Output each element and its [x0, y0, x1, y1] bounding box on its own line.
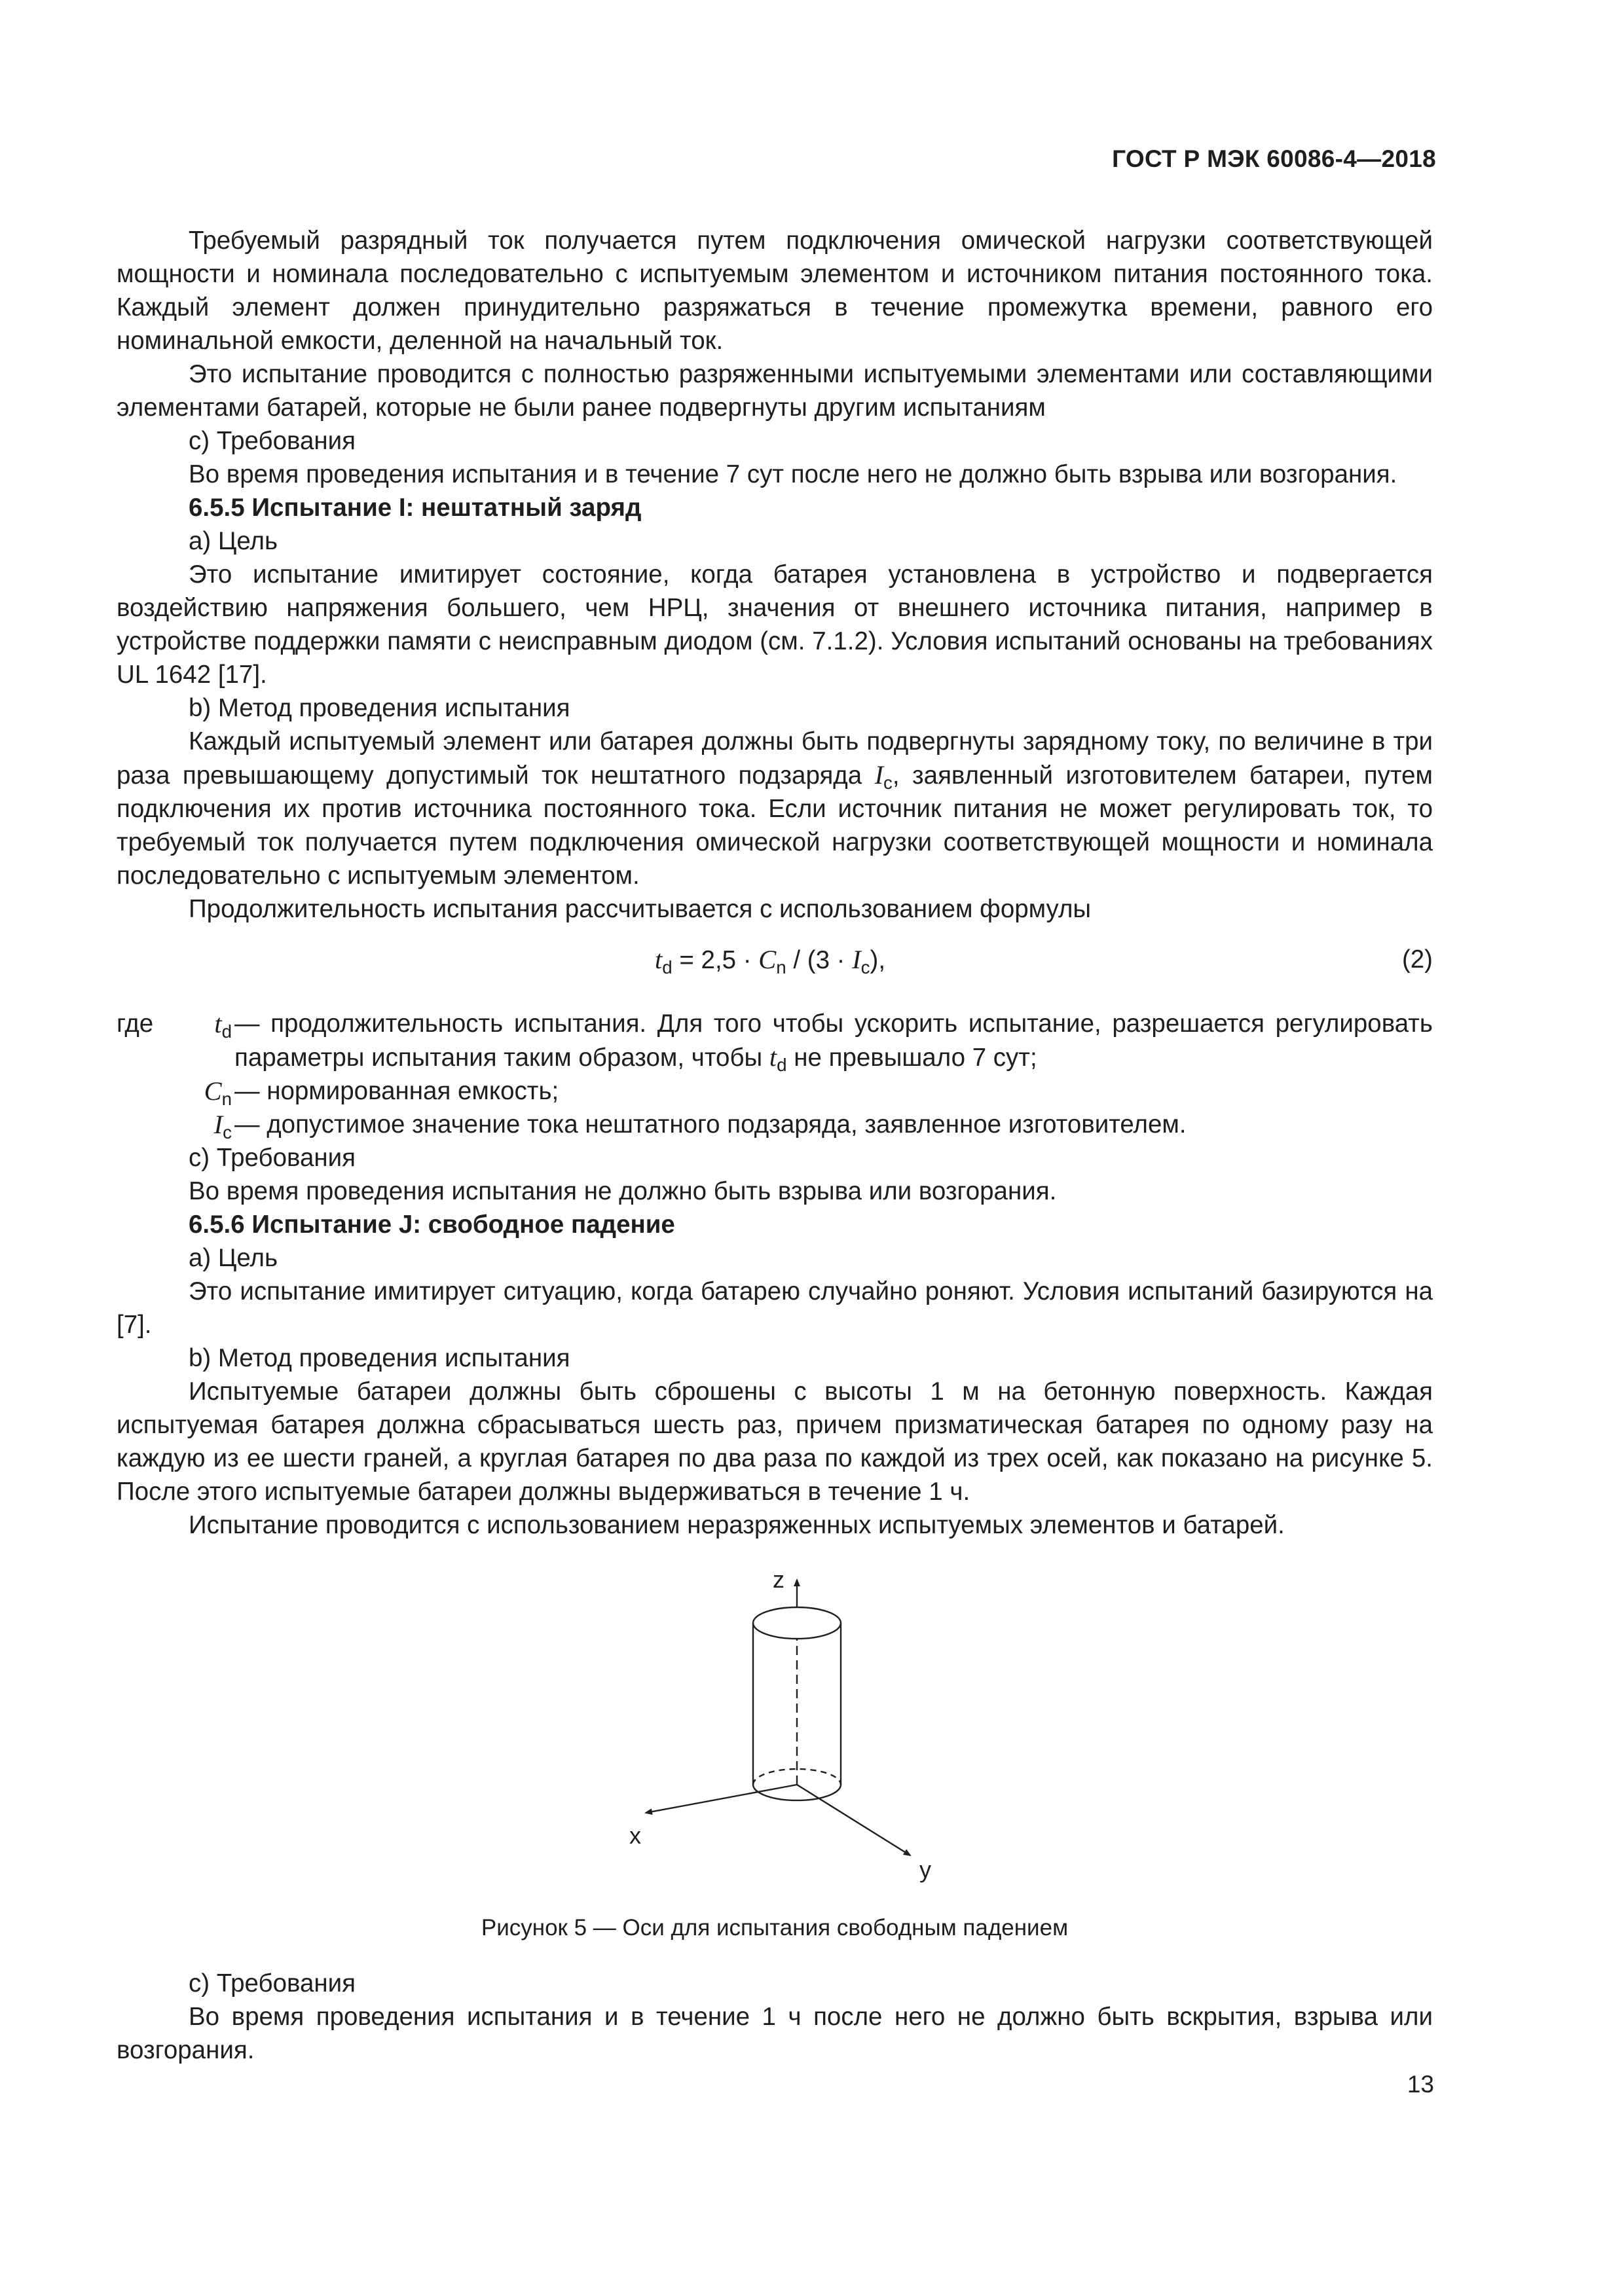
- text-run: , заявленный изготовителем батареи, путем подключения их против источника постоянного тока. Если источник питания не может регулировать ток, то требуемый ток получается путем подключения омической нагрузки соответствующей мощности и номинала последовательно с испытуемым элементом.: [117, 761, 1433, 890]
- definition-text: — допустимое значение тока нештатного подзаряда, заявленное изготовителем.: [234, 1110, 1187, 1139]
- symbol-subscript: c: [860, 957, 870, 977]
- symbol-definitions: [117, 1007, 1433, 1141]
- section-heading-6-5-6: 6.5.6 Испытание J: свободное падение: [189, 1211, 675, 1239]
- axis-label-y: y: [919, 1856, 931, 1883]
- symbol-subscript: c: [883, 772, 893, 793]
- paragraph: Испытуемые батареи должны быть сброшены с высоты 1 м на бетонную поверхность. Каждая испытуемая батарея должна сбрасываться шесть раз, причем призматическая батарея по одному разу на каждую из ее шести граней, а круглая батарея по два раза по каждой из трех осей, как показано на рисунке 5. После этого испытуемые батареи должны выдерживаться в течение 1 ч.: [117, 1377, 1433, 1506]
- formula-row: [117, 943, 1433, 995]
- cylinder-top: [753, 1607, 841, 1639]
- definition-row: [117, 1007, 1433, 1074]
- subsection-label: c) Требования: [189, 1144, 356, 1172]
- subsection-label: c) Требования: [189, 427, 356, 455]
- axis-label-x: x: [629, 1822, 641, 1849]
- subsection-label: а) Цель: [189, 1244, 278, 1272]
- definition-row: [117, 1108, 1433, 1141]
- axis-label-z: z: [773, 1566, 784, 1593]
- definition-row: [117, 1074, 1433, 1108]
- cylinder-bottom-front: [753, 1785, 841, 1800]
- formula-text: = 2,5 ·: [672, 946, 759, 974]
- definition-text: не превышало 7 сут;: [786, 1044, 1037, 1072]
- y-axis: [797, 1785, 910, 1855]
- symbol-subscript: d: [777, 1054, 787, 1075]
- symbol: t: [655, 945, 663, 974]
- definition-symbol: где $t_d$: [117, 1007, 232, 1041]
- figure-5-drop-axes: [117, 1565, 1433, 1893]
- standard-designation: ГОСТ Р МЭК 60086-4—2018: [1112, 145, 1436, 172]
- paragraph: Это испытание имитирует состояние, когда батарея установлена в устройство и подвергается воздействию напряжения большего, чем НРЦ, значения от внешнего источника питания, например в устройстве поддержки памяти с неисправным диодом (см. 7.1.2). Условия испытаний основаны на требованиях UL 1642 [17].: [117, 560, 1433, 689]
- paragraph: Продолжительность испытания рассчитывается с использованием формулы: [189, 895, 1092, 923]
- subsection-label: c) Требования: [189, 1969, 356, 1997]
- symbol-subscript: d: [662, 957, 673, 977]
- symbol: t: [769, 1042, 777, 1072]
- paragraph: Во время проведения испытания и в течение 7 сут после него не должно быть взрыва или возгорания.: [189, 460, 1397, 488]
- cylinder-axes-diagram: [117, 1565, 1433, 1893]
- text-run: Каждый испытуемый элемент или батарея должны быть подвергнуты зарядному току, по величине в три раза превышающему допустимый ток нештатного подзаряда: [117, 727, 1433, 790]
- figure-caption: Рисунок 5 — Оси для испытания свободным падением: [481, 1915, 1069, 1941]
- definition-symbol: $C_n$: [204, 1076, 232, 1109]
- paragraph: Это испытание проводится с полностью разряженными испытуемыми элементами или составляющими элементами батарей, которые не были ранее подвергнуты другим испытаниям: [117, 360, 1433, 422]
- subsection-label: b) Метод проведения испытания: [189, 694, 570, 722]
- page-number: 13: [1407, 2071, 1434, 2098]
- paragraph: Испытание проводится с использованием неразряженных испытуемых элементов и батарей.: [189, 1511, 1285, 1539]
- paragraph: Это испытание имитирует ситуацию, когда батарею случайно роняют. Условия испытаний базируются на [7].: [117, 1277, 1433, 1339]
- formula-text: ),: [870, 946, 886, 974]
- formula-number: (2): [1401, 945, 1433, 974]
- symbol: C: [758, 945, 777, 974]
- paragraph: [117, 725, 1433, 892]
- document-body: [117, 224, 1433, 2067]
- paragraph: Во время проведения испытания и в течение 1 ч после него не должно быть вскрытия, взрыва или возгорания.: [117, 2003, 1433, 2064]
- symbol-subscript: n: [776, 957, 786, 977]
- symbol: I: [874, 760, 884, 790]
- definition-symbol: $I_c$: [213, 1110, 232, 1142]
- definition-text: — продолжительность испытания. Для того чтобы ускорить испытание, разрешается регулировать параметры испытания таким образом, чтобы: [234, 1010, 1433, 1072]
- subsection-label: а) Цель: [189, 527, 278, 555]
- paragraph: Требуемый разрядный ток получается путем подключения омической нагрузки соответствующей мощности и номинала последовательно с испытуемым элементом и источником питания постоянного тока. Каждый элемент должен принудительно разряжаться в течение промежутка времени, равного его номинальной емкости, деленной на начальный ток.: [117, 227, 1433, 355]
- paragraph: Во время проведения испытания не должно быть взрыва или возгорания.: [189, 1177, 1057, 1205]
- symbol: I: [852, 945, 861, 974]
- section-heading-6-5-5: 6.5.5 Испытание I: нештатный заряд: [189, 494, 642, 522]
- formula-text: / (3 ·: [786, 946, 853, 974]
- subsection-label: b) Метод проведения испытания: [189, 1344, 570, 1372]
- definition-lead: где: [117, 1010, 154, 1038]
- definition-text: — нормированная емкость;: [234, 1077, 559, 1105]
- formula: [655, 943, 885, 977]
